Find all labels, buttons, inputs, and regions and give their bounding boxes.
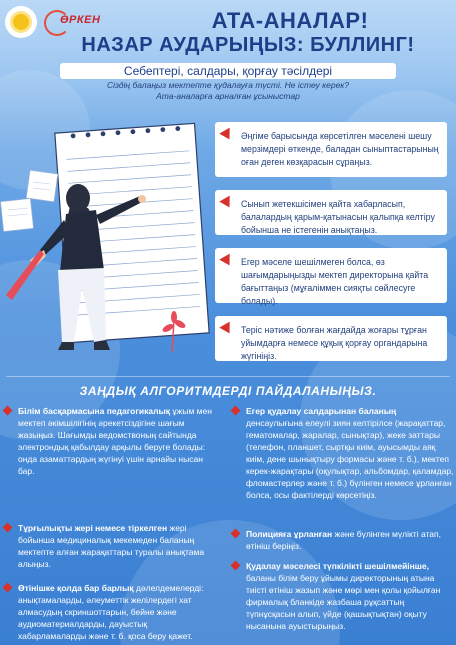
list-item-rest: денсаулығына елеулі зиян келтірілсе (жарақаттар, гематомалар, жаралар, сынықтар), жеке заттары (телефон, планшет, сыртқы киім, ауысымды аяқ киім, дене шынықтыру формасы және т. б.), мектеп керек-жарақтары (оқулықтар, альбомдар, қаламдар, фломастерлер және т. б.) бүлінген немесе ұрланған болса, осы фактілерді көрсетіңіз. (246, 418, 454, 500)
advice-card (215, 122, 447, 177)
list-item (232, 528, 454, 558)
diamond-bullet-icon (231, 529, 241, 539)
list-item (232, 560, 454, 644)
diamond-bullet-icon (3, 583, 13, 593)
diamond-bullet-icon (3, 523, 13, 533)
list-item-text (246, 560, 454, 632)
question-text (60, 80, 396, 102)
advice-card (215, 248, 447, 306)
list-item (4, 582, 212, 645)
advice-card (215, 190, 447, 235)
list-item-text (18, 582, 212, 642)
list-item-lead: Өтінішке қолда бар барлық (18, 583, 134, 593)
subtitle: Себептері, салдары, қорғау тәсілдері (60, 63, 396, 79)
advice-card-text: Сынып жетекшісімен қайта хабарласып, балалардың қарым-қатынасын қалыпқа келтіру бойынша не істегенін анықтаңыз. (241, 199, 435, 235)
advice-card-text: Егер мәселе шешілмеген болса, өз шағымдарыңызды мектеп директорына қайта бағыттаңыз (мұғаліммен сияқты сөйлесуге болады). (241, 257, 429, 306)
warning-mark-icon (219, 322, 234, 337)
orken-logo (44, 10, 104, 34)
page-title: АТА-АНАЛАР! (211, 8, 369, 33)
advice-card (215, 316, 447, 361)
divider (6, 376, 450, 377)
list-item-text (246, 528, 454, 552)
list-item-text (18, 522, 212, 570)
advice-card-text: Әңгіме барысында көрсетілген мәселені шешу мерзімдері өткенде, баладан сыныптастарының оған деген көзқарасын сұраңыз. (241, 131, 439, 167)
list-item-rest: дәлелдемелерді: анықтамаларды, әлеуметтік желілердегі хат алмасудың скриншоттарын, бейне және аудиоматериалдарды, дауыстық хабарламаларды және т. б. қоса беру қажет. (18, 583, 204, 641)
illustration (0, 110, 215, 360)
list-item-rest: жері бойынша медициналық мекемеден баланың мектепте алған жарақаттары туралы анықтама алыңыз. (18, 523, 205, 569)
list-item-lead: Егер қудалау салдарынан баланың (246, 406, 397, 416)
list-item-text (18, 405, 212, 477)
warning-mark-icon (219, 128, 234, 143)
list-item (232, 405, 454, 519)
list-item-rest: ұжым мен мектеп әкімшілігінің әрекетсіздігіне шағым жазыңыз. Шағымды ведомствоның сайтында электрондық қабылдау арқылы беруге болады: онда азаматтардың жүгінуі үшін арнайы нысан бар. (18, 406, 212, 476)
question-line2: Ата-аналарға арналған ұсыныстар (156, 91, 300, 101)
warning-mark-icon (219, 254, 234, 269)
list-item (4, 405, 212, 517)
section-title: ЗАҢДЫҚ АЛГОРИТМДЕРДІ ПАЙДАЛАНЫҢЫЗ. (79, 384, 377, 398)
list-item (4, 522, 212, 582)
diamond-bullet-icon (3, 406, 13, 416)
orken-logo-text: ӨРКЕН (60, 14, 101, 26)
sticky-notes-icon (1, 170, 58, 231)
list-item-rest: баланы білім беру ұйымы директорының атына тиісті өтініш жазып және мөрі мен қолы қойылған фирмалық бланкіде жазбаша рұқсаттың түпнұсқасын алып, үйде (қашықтықтан) оқыту нысанына ауыстырыңыз. (246, 573, 441, 631)
question-line1: Сіздің балаңыз мектепте қудалауға түсті. Не істеу керек? (106, 80, 350, 90)
list-item-lead: Қудалау мәселесі түпкілікті шешілмейінше, (246, 561, 429, 571)
woman-writing-illustration (0, 110, 215, 360)
page-title-line2: НАЗАР АУДАРЫҢЫЗ: БУЛЛИНГ! (81, 34, 415, 56)
list-item-lead: Тұрғылықты жері немесе тіркелген (18, 523, 168, 533)
advice-card-text: Теріс нәтиже болған жағдайда жоғары тұрған уйымдарға немесе құқық қорғау органдарына жүгініңіз. (241, 325, 428, 361)
diamond-bullet-icon (231, 406, 241, 416)
list-item-text (246, 405, 454, 501)
list-item-lead: Білім басқармасына педагогикалық (18, 406, 171, 416)
header (0, 0, 456, 100)
diamond-bullet-icon (231, 561, 241, 571)
list-item-lead: Полицияға ұрланған (246, 529, 333, 539)
warning-mark-icon (219, 196, 234, 211)
sun-logo-icon (5, 6, 37, 38)
list-item-rest: және бүлінген мүлікті атап, өтініш беріңіз. (246, 529, 441, 551)
